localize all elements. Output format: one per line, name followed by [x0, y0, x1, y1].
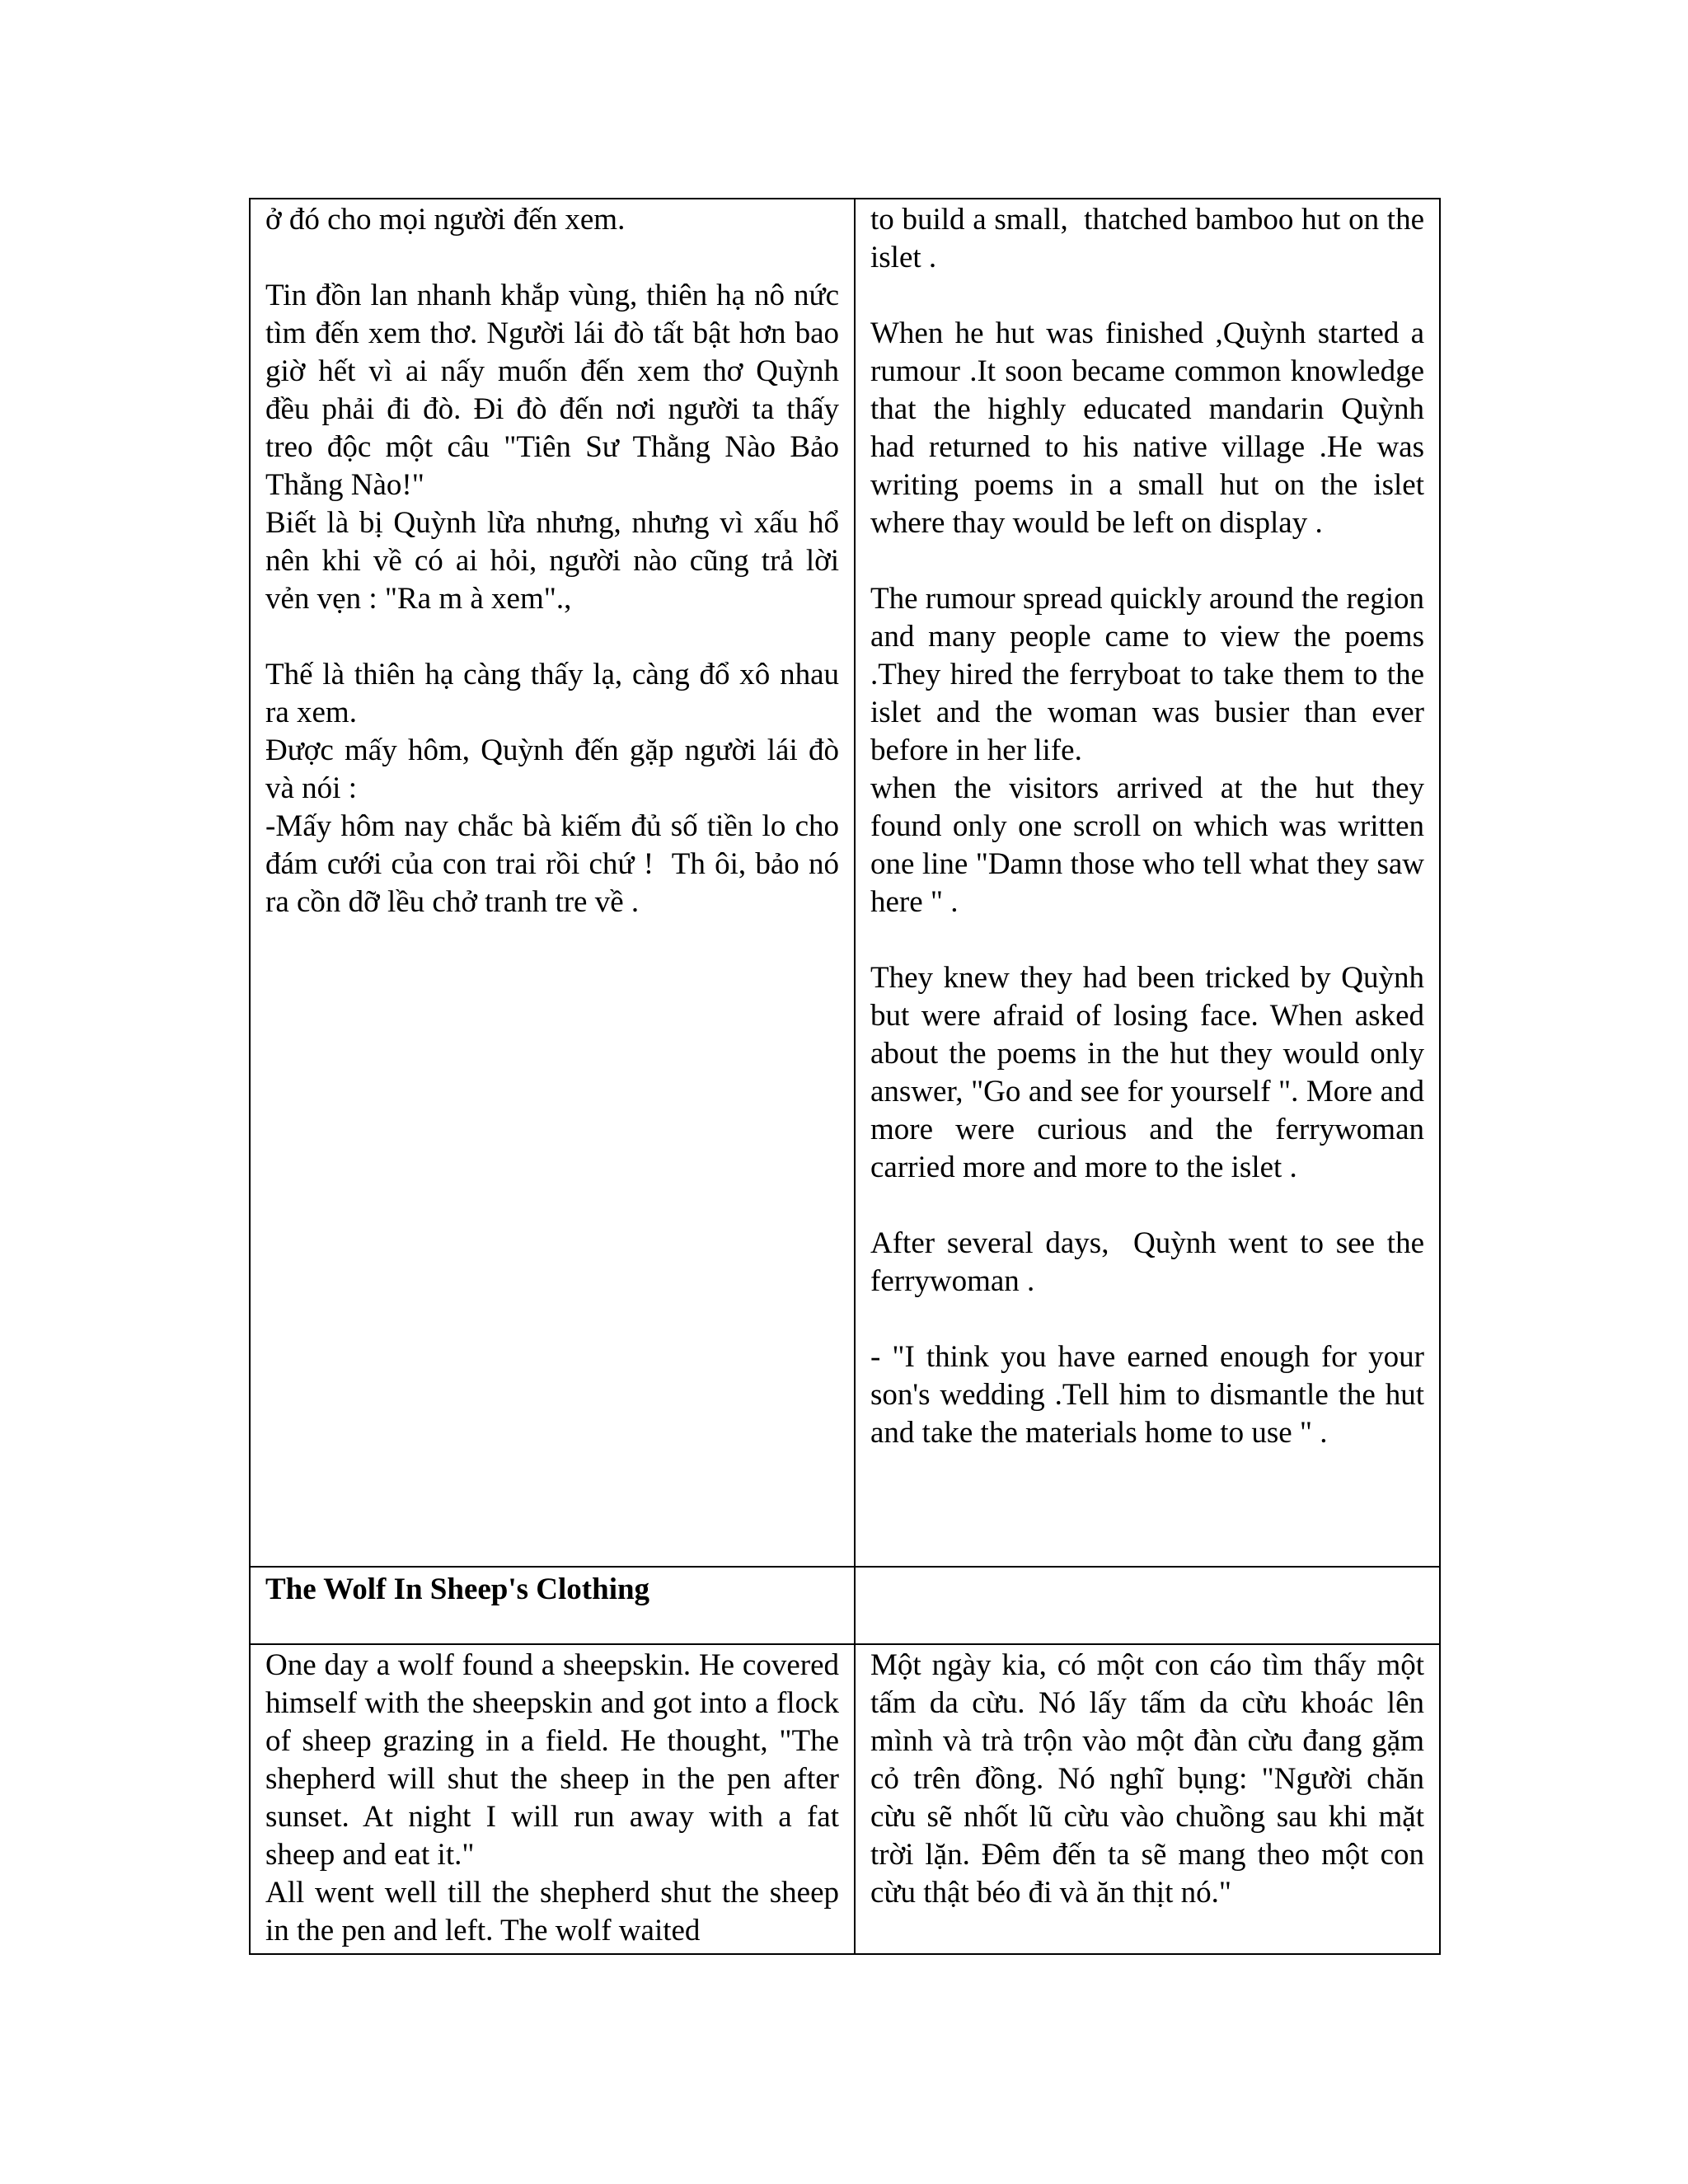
story1-vietnamese-cell [250, 199, 855, 1567]
story1-vi-paragraph-4: Thế là thiên hạ càng thấy lạ, càng đổ xô nhau ra xem. [265, 658, 847, 729]
story1-en-paragraph-1: to build a small, thatched bamboo hut on the islet . [870, 203, 1432, 274]
story2-title-row [250, 1567, 1440, 1644]
story2-en-paragraph-2: All went well till the shepherd shut the sheep in the pen and left. The wolf waited [265, 1876, 847, 1947]
story1-en-paragraph-6: After several days, Quỳnh went to see the ferrywoman . [870, 1226, 1432, 1298]
story2-vi-paragraph-1: Một ngày kia, có một con cáo tìm thấy một tấm da cừu. Nó lấy tấm da cừu khoác lên mình và trà trộn vào một đàn cừu đang gặm cỏ trên đồng. Nó nghĩ bụng: "Người chăn cừu sẽ nhốt lũ cừu vào chuồng sau khi mặt trời lặn. Đêm đến ta sẽ mang theo một con cừu thật béo đi và ăn thịt nó." [870, 1648, 1432, 1910]
story1-en-paragraph-4: when the visitors arrived at the hut they found only one scroll on which was written one line "Damn those who tell what they saw here " . [870, 771, 1432, 919]
story2-title: The Wolf In Sheep's Clothing [265, 1572, 650, 1606]
paragraph-gap [265, 618, 839, 656]
story2-en-paragraph-1: One day a wolf found a sheepskin. He covered himself with the sheepskin and got into a flock of sheep grazing in a field. He thought, "The shepherd will shut the sheep in the pen after sunset. At night I will run away with a fat sheep and eat it." [265, 1648, 847, 1872]
paragraph-gap [870, 277, 1424, 315]
story1-row [250, 199, 1440, 1567]
story1-en-paragraph-3: The rumour spread quickly around the region and many people came to view the poems .They hired the ferryboat to take them to the islet and the woman was busier than ever before in her life. [870, 582, 1432, 767]
story2-english-cell [250, 1644, 855, 1954]
paragraph-gap [265, 239, 839, 277]
story1-vi-paragraph-5: Được mấy hôm, Quỳnh đến gặp người lái đò và nói : [265, 733, 847, 805]
story2-title-cell [250, 1567, 855, 1644]
paragraph-gap [870, 1187, 1424, 1225]
story2-vietnamese-cell [855, 1644, 1440, 1954]
story1-vi-paragraph-2: Tin đồn lan nhanh khắp vùng, thiên hạ nô nức tìm đến xem thơ. Người lái đò tất bật hơn bao giờ hết vì ai nấy muốn đến xem thơ Quỳnh đều phải đi đò. Đi đò đến nơi người ta thấy treo độc một câu "Tiên Sư Thằng Nào Bảo Thằng Nào!" [265, 279, 847, 502]
story1-english-cell [855, 199, 1440, 1567]
bilingual-story-table [249, 198, 1441, 1955]
story1-vi-paragraph-1: ở đó cho mọi người đến xem. [265, 203, 626, 237]
paragraph-gap [870, 542, 1424, 580]
paragraph-gap [870, 1301, 1424, 1338]
story1-en-paragraph-5: They knew they had been tricked by Quỳnh but were afraid of losing face. When asked about the poems in the hut they would only answer, "Go and see for yourself ". More and more were curious and the ferrywoman carried more and more to the islet . [870, 961, 1432, 1184]
story1-vi-paragraph-6: -Mấy hôm nay chắc bà kiếm đủ số tiền lo cho đám cưới của con trai rồi chứ ! Th ôi, bảo nó ra cồn dỡ lều chở tranh tre về . [265, 809, 847, 919]
paragraph-gap [870, 921, 1424, 959]
story2-row [250, 1644, 1440, 1954]
story1-en-paragraph-2: When he hut was finished ,Quỳnh started a rumour .It soon became common knowledge that the highly educated mandarin Quỳnh had returned to his native village .He was writing poems in a small hut on the islet where thay would be left on display . [870, 316, 1432, 540]
story1-vi-paragraph-3: Biết là bị Quỳnh lừa nhưng, nhưng vì xấu hổ nên khi về có ai hỏi, người nào cũng trả lời vẻn vẹn : "Ra m à xem"., [265, 506, 847, 616]
story2-title-empty-cell [855, 1567, 1440, 1644]
story1-en-paragraph-7: - "I think you have earned enough for your son's wedding .Tell him to dismantle the hut and take the materials home to use " . [870, 1340, 1432, 1450]
